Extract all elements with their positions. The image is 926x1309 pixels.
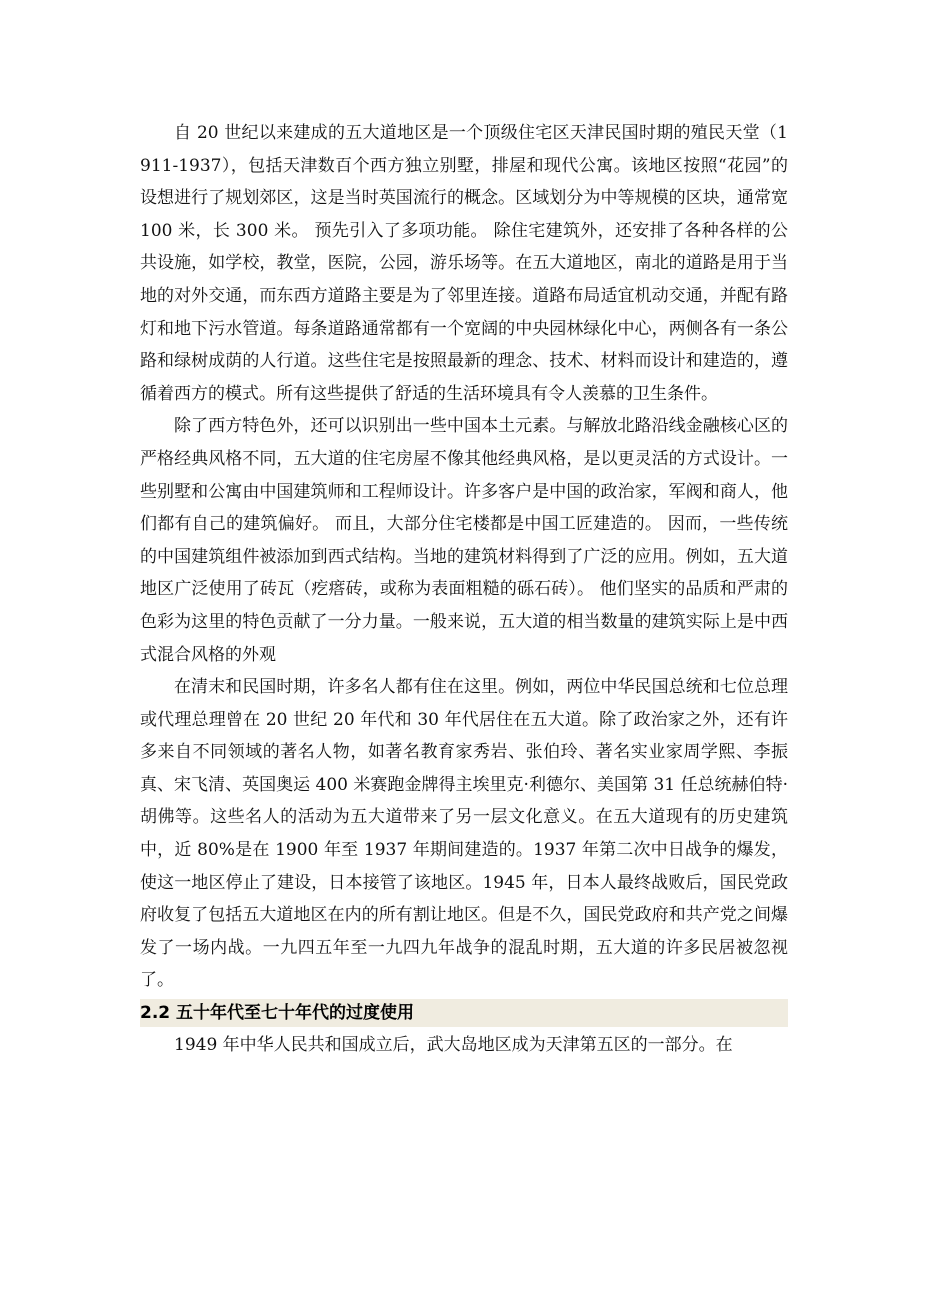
section-heading: 2.2 五十年代至七十年代的过度使用 [140, 1003, 415, 1024]
section-heading-bar [140, 999, 788, 1027]
paragraph-2: 除了西方特色外，还可以识别出一些中国本土元素。与解放北路沿线金融核心区的严格经典风格不同，五大道的住宅房屋不像其他经典风格，是以更灵活的方式设计。一些别墅和公寓由中国建筑师和工程师设计。许多客户是中国的政治家，军阀和商人，他们都有自己的建筑偏好。 而且，大部分住宅楼都是中国工匠建造的。 因而，一些传统的中国建筑组件被添加到西式结构。当地的建筑材料得到了广泛的应用。例如，五大道地区广泛使用了砖瓦（疙瘩砖，或称为表面粗糙的砾石砖）。 他们坚实的品质和严肃的色彩为这里的特色贡献了一分力量。一般来说，五大道的相当数量的建筑实际上是中西式混合风格的外观 [140, 416, 788, 665]
paragraph-3: 在清末和民国时期，许多名人都有住在这里。例如，两位中华民国总统和七位总理或代理总理曾在 20 世纪 20 年代和 30 年代居住在五大道。除了政治家之外，还有许多来自不同领域的著名人物，如著名教育家秀岩、张伯玲、著名实业家周学熙、李振真、宋飞清、英国奥运 400 米赛跑金牌得主埃里克·利德尔、美国第 31 任总统赫伯特·胡佛等。这些名人的活动为五大道带来了另一层文化意义。在五大道现有的历史建筑中，近 80%是在 1900 年至 1937 年期间建造的。1937 年第二次中日战争的爆发，使这一地区停止了建设，日本接管了该地区。1945 年，日本人最终战败后，国民党政府收复了包括五大道地区在内的所有割让地区。但是不久，国民党政府和共产党之间爆发了一场内战。一九四五年至一九四九年战争的混乱时期，五大道的许多民居被忽视了。 [140, 677, 788, 991]
paragraph-1: 自 20 世纪以来建成的五大道地区是一个顶级住宅区天津民国时期的殖民天堂（1911-1937），包括天津数百个西方独立别墅，排屋和现代公寓。该地区按照“花园”的设想进行了规划郊区，这是当时英国流行的概念。区域划分为中等规模的区块，通常宽 100 米，长 300 米。 预先引入了多项功能。 除住宅建筑外，还安排了各种各样的公共设施，如学校，教堂，医院，公园，游乐场等。在五大道地区，南北的道路是用于当地的对外交通，而东西方道路主要是为了邻里连接。道路布局适宜机动交通，并配有路灯和地下污水管道。每条道路通常都有一个宽阔的中央园林绿化中心，两侧各有一条公路和绿树成荫的人行道。这些住宅是按照最新的理念、技术、材料而设计和建造的，遵循着西方的模式。所有这些提供了舒适的生活环境具有令人羡慕的卫生条件。 [140, 123, 788, 404]
document-page [140, 117, 788, 1062]
paragraph-4: 1949 年中华人民共和国成立后，武大岛地区成为天津第五区的一部分。在 [174, 1035, 733, 1056]
